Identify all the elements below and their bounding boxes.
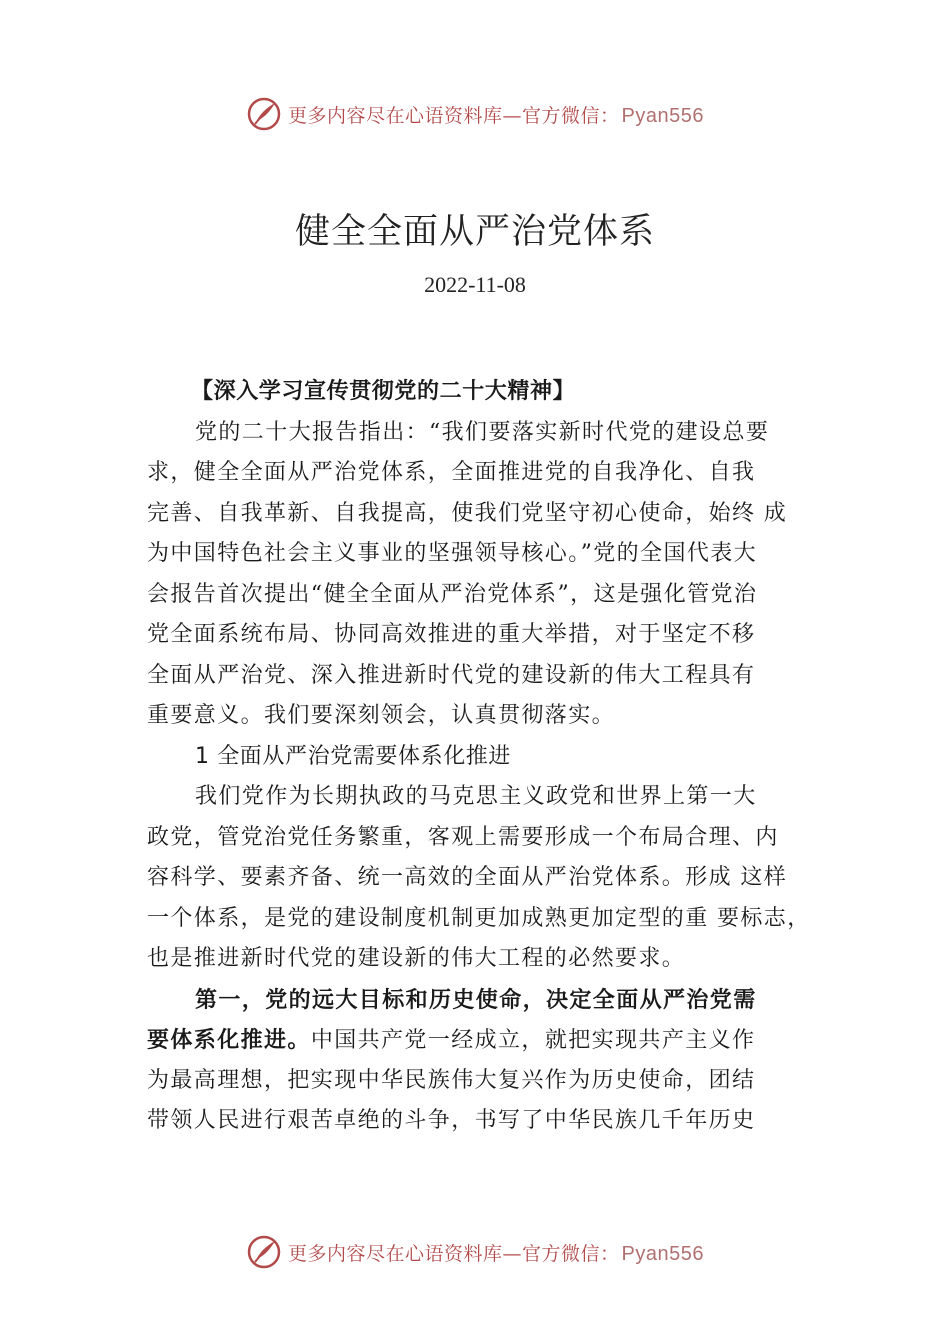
wechat-id: Pyan556 xyxy=(621,104,704,127)
paragraph-line xyxy=(147,1020,847,1061)
document-body xyxy=(147,372,847,1142)
paragraph-line: 重要意义。我们要深刻领会，认真贯彻落实。 xyxy=(147,703,616,728)
paragraph-line: 容科学、要素齐备、统一高效的全面从严治党体系。形成 这样 xyxy=(147,865,788,890)
paragraph-line: 也是推进新时代党的建设新的伟大工程的必然要求。 xyxy=(147,946,686,971)
banner-text: 更多内容尽在心语资料库—官方微信： Pyan556 xyxy=(288,1242,704,1265)
paragraph-line: 全面从严治党、深入推进新时代党的建设新的伟大工程具有 xyxy=(147,662,756,688)
paragraph-line: 为最高理想，把实现中华民族伟大复兴作为历史使命，团结 xyxy=(147,1067,756,1093)
section-heading: 【深入学习宣传贯彻党的二十大精神】 xyxy=(191,379,576,404)
paragraph-line: 会报告首次提出“健全全面从严治党体系”，这是强化管党治 xyxy=(147,581,758,607)
document-date: 2022-11-08 xyxy=(424,272,526,297)
paragraph-line: 完善、自我革新、自我提高，使我们党坚守初心使命，始终 成 xyxy=(147,500,788,526)
footer-banner xyxy=(0,1232,950,1272)
paragraph-line: 我们党作为长期执政的马克思主义政党和世界上第一大 xyxy=(195,784,757,809)
paragraph-line: 一个体系，是党的建设制度机制更加成熟更加定型的重 要标志， xyxy=(147,905,811,931)
paragraph-line: 为中国特色社会主义事业的坚强领导核心。”党的全国代表大 xyxy=(147,541,758,566)
quill-logo-icon xyxy=(246,1234,282,1270)
paragraph-line: 求，健全全面从严治党体系，全面推进党的自我净化、自我 xyxy=(147,460,756,485)
paragraph-line: 党全面系统布局、协同高效推进的重大举措，对于坚定不移 xyxy=(147,622,756,647)
header-banner xyxy=(0,94,950,134)
bold-lead-text: 要体系化推进。 xyxy=(147,1027,311,1053)
bold-lead-line: 第一，党的远大目标和历史使命，决定全面从严治党需 xyxy=(195,986,757,1013)
paragraph-text: 中国共产党一经成立，就把实现共产主义作 xyxy=(310,1028,756,1053)
subsection-heading: 1 全面从严治党需要体系化推进 xyxy=(195,743,511,769)
document-title: 健全全面从严治党体系 xyxy=(294,212,655,252)
paragraph-line: 政党，管党治党任务繁重，客观上需要形成一个布局合理、内 xyxy=(147,824,779,850)
paragraph-line: 党的二十大报告指出：“我们要落实新时代党的建设总要 xyxy=(195,419,770,445)
wechat-id: Pyan556 xyxy=(621,1242,704,1265)
paragraph-line: 带领人民进行艰苦卓绝的斗争，书写了中华民族几千年历史 xyxy=(147,1108,756,1133)
banner-text: 更多内容尽在心语资料库—官方微信： Pyan556 xyxy=(288,104,704,127)
quill-logo-icon xyxy=(246,96,282,132)
